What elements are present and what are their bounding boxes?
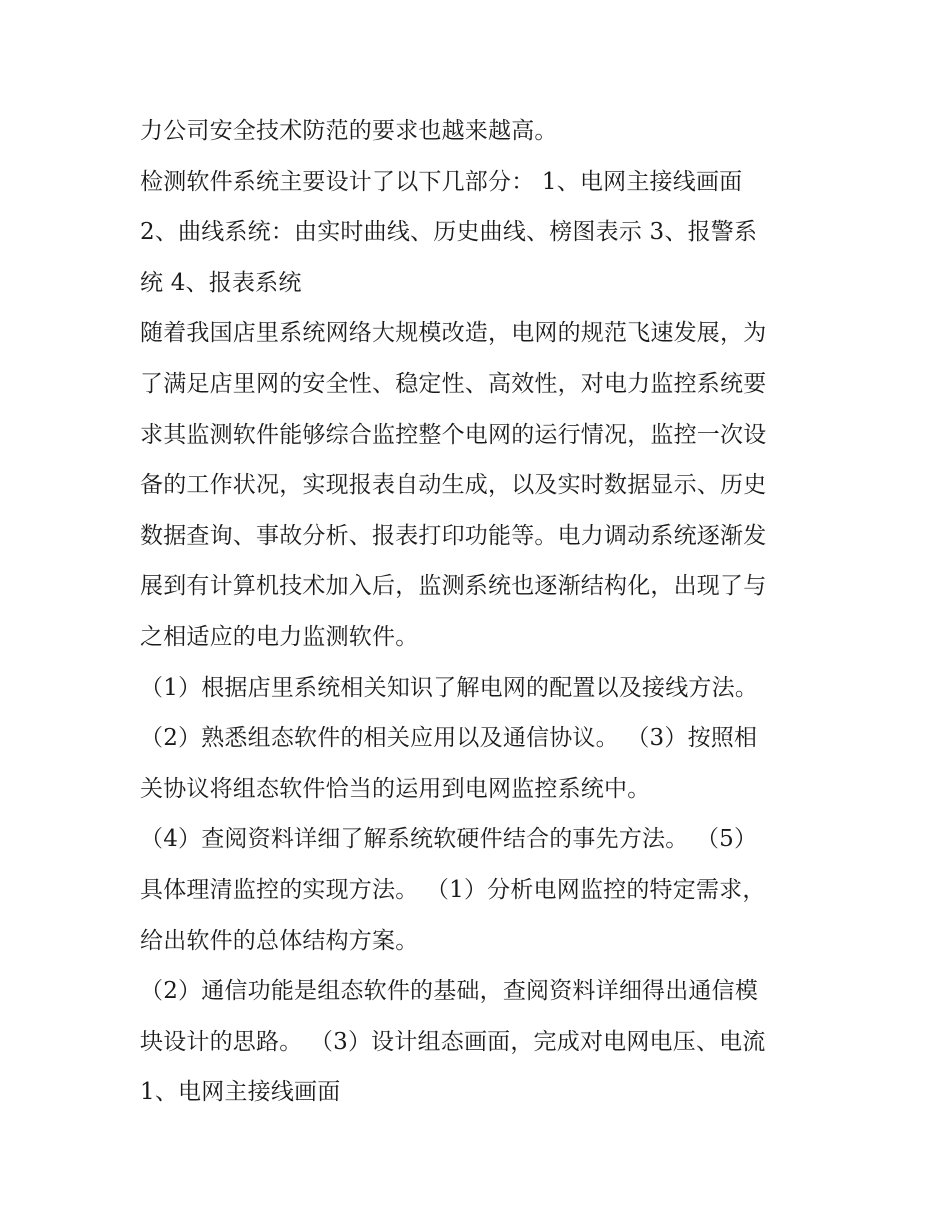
text-line: 检测软件系统主要设计了以下几部分： 1、电网主接线画面 (140, 168, 743, 195)
text-line: 随着我国店里系统网络大规模改造，电网的规范飞速发展，为 (140, 320, 767, 347)
text-line: 展到有计算机技术加入后，监测系统也逐渐结构化，出现了与 (140, 573, 767, 600)
text-line: （2）熟悉组态软件的相关应用以及通信协议。 （3）按照相 (140, 725, 758, 752)
text-line: 备的工作状况，实现报表自动生成，以及实时数据显示、历史 (140, 472, 767, 499)
text-line: 块设计的思路。 （3）设计组态画面，完成对电网电压、电流 (140, 1028, 766, 1055)
text-line: （1）根据店里系统相关知识了解电网的配置以及接线方法。 (140, 674, 759, 701)
text-line: （4）查阅资料详细了解系统软硬件结合的事先方法。 （5） (140, 826, 758, 853)
text-line: 之相适应的电力监测软件。 (140, 623, 419, 650)
text-line: 1、电网主接线画面 (140, 1079, 341, 1106)
text-line: 求其监测软件能够综合监控整个电网的运行情况，监控一次设 (140, 421, 767, 448)
text-line: 2、曲线系统：由实时曲线、历史曲线、榜图表示 3、报警系 (140, 219, 758, 246)
text-line: 关协议将组态软件恰当的运用到电网监控系统中。 (140, 775, 651, 802)
text-line: （2）通信功能是组态软件的基础，查阅资料详细得出通信模 (140, 978, 759, 1005)
text-line: 了满足店里网的安全性、稳定性、高效性，对电力监控系统要 (140, 370, 767, 397)
text-line: 给出软件的总体结构方案。 (140, 927, 419, 954)
text-line: 数据查询、事故分析、报表打印功能等。电力调动系统逐渐发 (140, 522, 767, 549)
text-line: 具体理清监控的实现方法。 （1）分析电网监控的特定需求， (140, 876, 766, 903)
text-line: 力公司安全技术防范的要求也越来越高。 (140, 118, 558, 144)
text-line: 统 4、报表系统 (140, 269, 302, 296)
document-body (140, 106, 820, 1118)
